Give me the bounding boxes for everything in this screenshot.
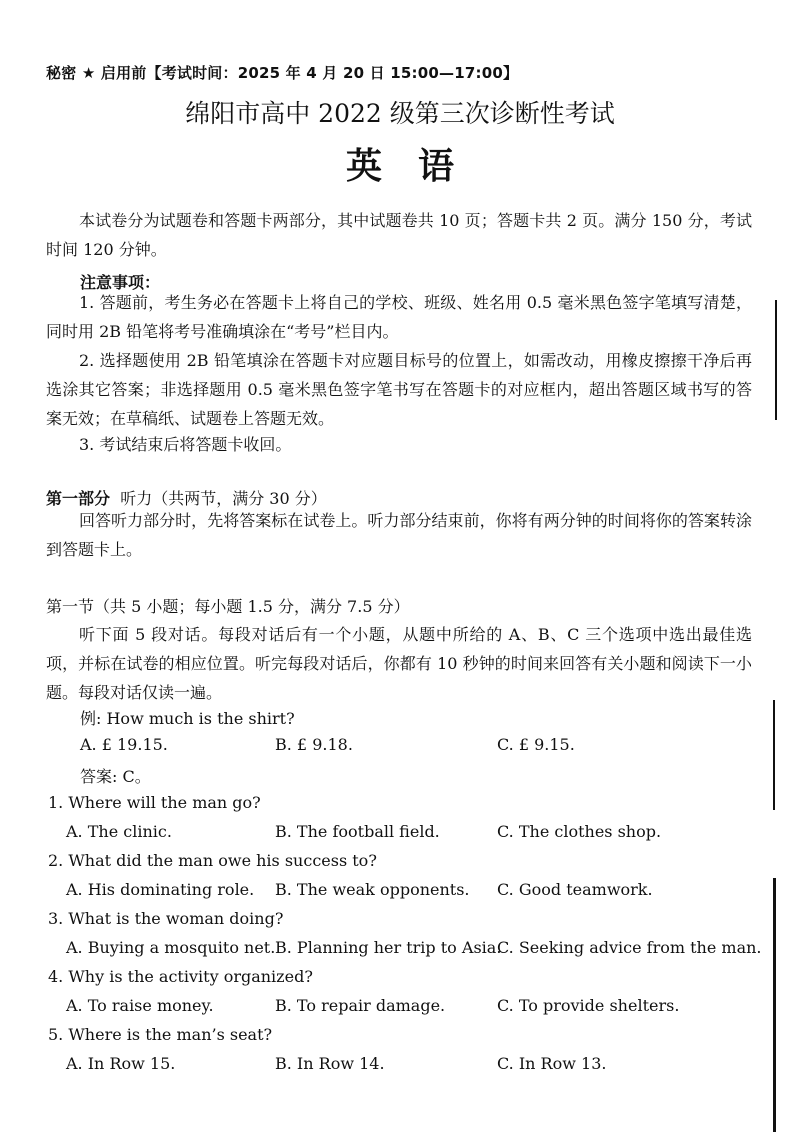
q2-option-b: B. The weak opponents. bbox=[275, 880, 470, 899]
scan-edge-line bbox=[773, 700, 775, 810]
note-item-1: 1. 答题前，考生务必在答题卡上将自己的学校、班级、姓名用 0.5 毫米黑色签字笔填写清楚，同时用 2B 铅笔将考号准确填涂在“考号”栏目内。 bbox=[46, 293, 752, 341]
question-5: 5. Where is the man’s seat? bbox=[48, 1025, 273, 1044]
q5-option-c: C. In Row 13. bbox=[497, 1054, 607, 1073]
scan-edge-line bbox=[773, 878, 776, 1132]
notes-title: 注意事项： bbox=[80, 273, 161, 292]
example-option-a: A. £ 19.15. bbox=[80, 735, 168, 754]
exam-title: 绵阳市高中 2022 级第三次诊断性考试 bbox=[185, 99, 615, 128]
q4-option-c: C. To provide shelters. bbox=[497, 996, 680, 1015]
scan-edge-line bbox=[775, 300, 777, 420]
q3-option-c: C. Seeking advice from the man. bbox=[497, 938, 762, 957]
note-item-2: 2. 选择题使用 2B 铅笔填涂在答题卡对应题目标号的位置上，如需改动，用橡皮擦擦干净后再选涂其它答案；非选择题用 0.5 毫米黑色签字笔书写在答题卡的对应框内，超出答题区域书写的答案无效；在草稿纸、试题卷上答题无效。 bbox=[46, 351, 752, 428]
q1-option-c: C. The clothes shop. bbox=[497, 822, 662, 841]
q3-option-a: A. Buying a mosquito net. bbox=[66, 938, 276, 957]
q2-option-a: A. His dominating role. bbox=[66, 880, 255, 899]
example-answer: 答案: C。 bbox=[80, 767, 151, 786]
confidential-header: 秘密 ★ 启用前【考试时间：2025 年 4 月 20 日 15:00—17:00】 bbox=[46, 64, 519, 82]
intro-paragraph: 本试卷分为试题卷和答题卡两部分，其中试题卷共 10 页；答题卡共 2 页。满分 150 分，考试时间 120 分钟。 bbox=[46, 211, 752, 259]
q1-option-b: B. The football field. bbox=[275, 822, 440, 841]
part1-instructions: 回答听力部分时，先将答案标在试卷上。听力部分结束前，你将有两分钟的时间将你的答案转涂到答题卡上。 bbox=[46, 511, 752, 559]
q5-option-b: B. In Row 14. bbox=[275, 1054, 385, 1073]
question-3: 3. What is the woman doing? bbox=[48, 909, 284, 928]
example-question: 例: How much is the shirt? bbox=[80, 709, 295, 728]
subject-title: 英语 bbox=[345, 145, 490, 187]
q5-option-a: A. In Row 15. bbox=[66, 1054, 176, 1073]
part1-title-rest: 听力（共两节，满分 30 分） bbox=[120, 489, 327, 508]
question-1: 1. Where will the man go? bbox=[48, 793, 261, 812]
q4-option-a: A. To raise money. bbox=[66, 996, 214, 1015]
q2-option-c: C. Good teamwork. bbox=[497, 880, 653, 899]
question-2: 2. What did the man owe his success to? bbox=[48, 851, 377, 870]
section1-instructions: 听下面 5 段对话。每段对话后有一个小题，从题中所给的 A、B、C 三个选项中选出最佳选项，并标在试卷的相应位置。听完每段对话后，你都有 10 秒钟的时间来回答有关小题和阅读下一小题。每段对话仅读一遍。 bbox=[46, 625, 752, 702]
example-option-c: C. £ 9.15. bbox=[497, 735, 575, 754]
note-item-3: 3. 考试结束后将答题卡收回。 bbox=[79, 435, 292, 454]
question-4: 4. Why is the activity organized? bbox=[48, 967, 313, 986]
example-option-b: B. £ 9.18. bbox=[275, 735, 353, 754]
q3-option-b: B. Planning her trip to Asia. bbox=[275, 938, 502, 957]
section1-title: 第一节（共 5 小题；每小题 1.5 分，满分 7.5 分） bbox=[46, 597, 410, 616]
q4-option-b: B. To repair damage. bbox=[275, 996, 446, 1015]
q1-option-a: A. The clinic. bbox=[66, 822, 172, 841]
part1-label: 第一部分 bbox=[46, 489, 111, 508]
